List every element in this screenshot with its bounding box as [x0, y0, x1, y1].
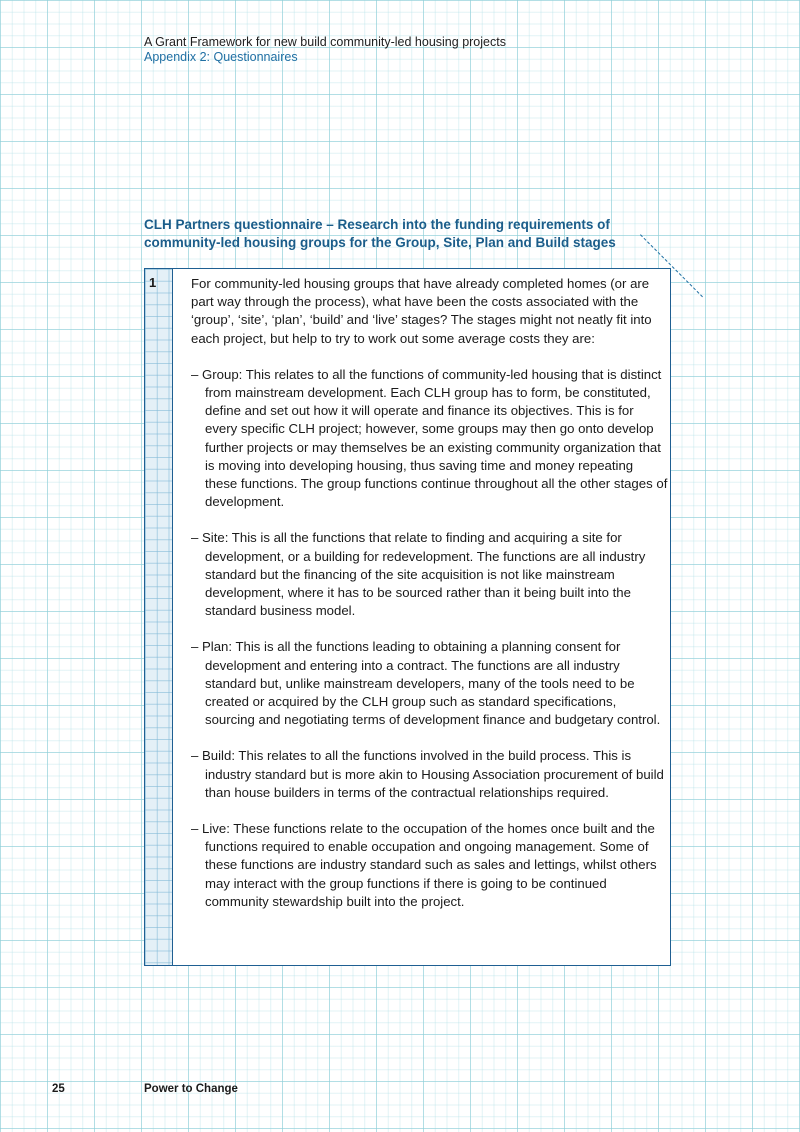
stage-plan: – Plan: This is all the functions leading to obtaining a planning consent for development and entering into a contract. The functions are all industry standard but, unlike mainstream developers, many of the tools need to be created or acquired by the CLH group such as standard specifications, sourcing and negotiating terms of development finance and budgetary control.	[191, 639, 661, 728]
question-intro: For community-led housing groups that have already completed homes (or are part way through the process), what have been the costs associated with the ‘group’, ‘site’, ‘plan’, ‘build’ and ‘live’ stages? The stages might not neatly fit into each project, but help to try to work out some average costs they are:	[191, 276, 652, 346]
footer-brand: Power to Change	[144, 1083, 238, 1095]
question-box	[144, 268, 671, 966]
page-number: 25	[52, 1083, 65, 1095]
stage-live: – Live: These functions relate to the occupation of the homes once built and the functions required to enable occupation and ongoing management. Some of these functions are industry standard such as sales and lettings, whilst others may interact with the group functions if there is going to be continued community stewardship built into the project.	[191, 821, 657, 909]
document-title: A Grant Framework for new build community-led housing projects	[144, 35, 506, 49]
page-header	[144, 35, 506, 65]
stage-group: – Group: This relates to all the functions of community-led housing that is distinct from mainstream development. Each CLH group has to form, be constituted, define and set out how it will operate and finance its objectives. This is for every specific CLH project; however, some groups may then go onto develop further projects or may themselves be an existing community organization that is moving into developing housing, thus saving time and money repeating these functions. The group functions continue throughout all the other stages of development.	[191, 366, 668, 510]
questionnaire-title: CLH Partners questionnaire – Research into the funding requirements of community-led housing groups for the Group, Site, Plan and Build stages	[144, 217, 616, 250]
question-number-column	[145, 269, 173, 965]
stage-site: – Site: This is all the functions that relate to finding and acquiring a site for development, or a building for redevelopment. The functions are all industry standard but the financing of the site acquisition is not like mainstream development, where it has to be sourced rather than it being built into the standard business model.	[191, 530, 646, 619]
question-number: 1	[149, 275, 157, 290]
appendix-label: Appendix 2: Questionnaires	[144, 50, 298, 64]
question-body	[191, 275, 669, 911]
stage-build: – Build: This relates to all the functions involved in the build process. This is industry standard but is more akin to Housing Association procurement of build than house builders in terms of the contractual relationships required.	[191, 748, 664, 800]
